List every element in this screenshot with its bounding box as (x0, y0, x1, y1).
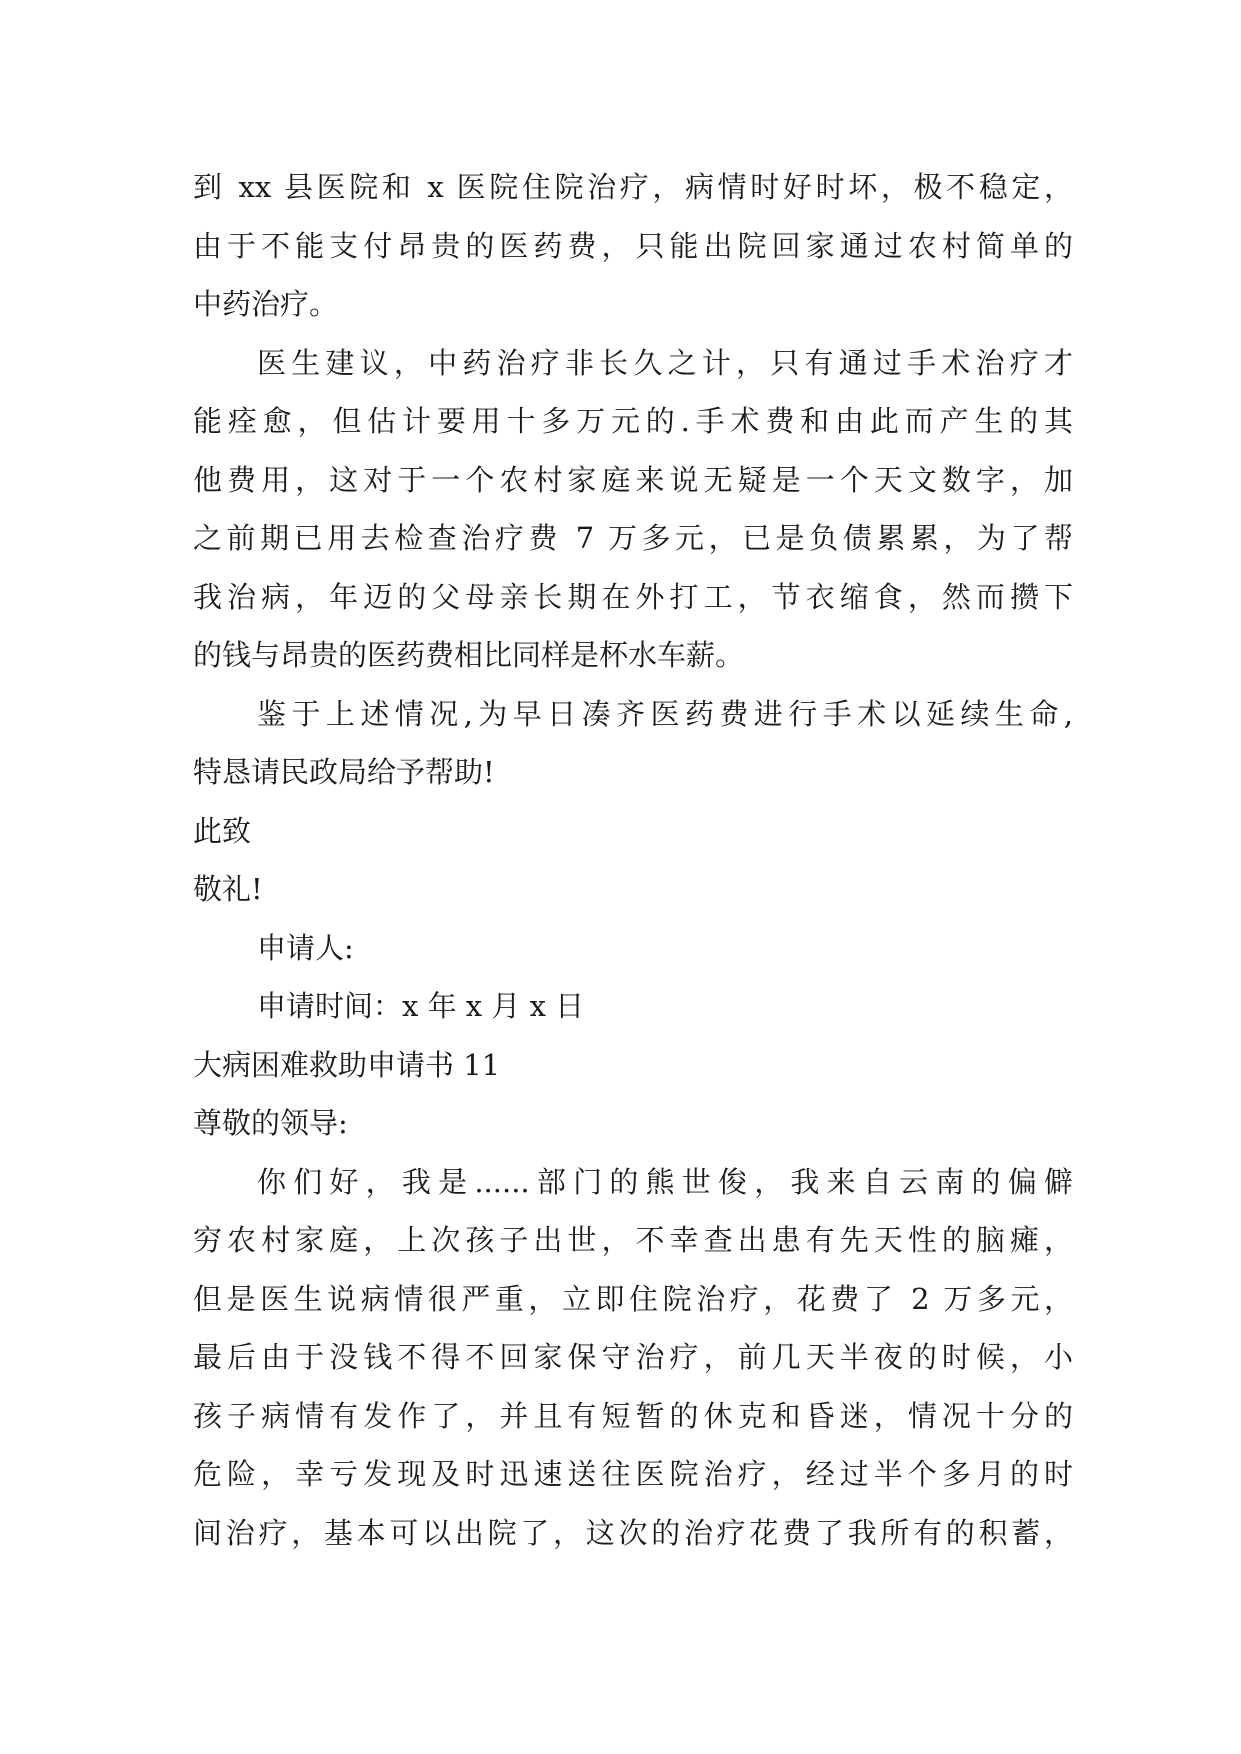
text-line: 由于不能支付昂贵的医药费，只能出院回家通过农村简单的 (193, 228, 1073, 263)
text-line: 最后由于没钱不得不回家保守治疗，前几天半夜的时候，小 (193, 1340, 1073, 1374)
text-line: 中药治疗。 (193, 287, 339, 321)
text-line: 你们好，我是......部门的熊世俊，我来自云南的偏僻 (257, 1164, 1073, 1199)
text-line: 孩子病情有发作了，并且有短暂的休克和昏迷，情况十分的 (193, 1398, 1073, 1433)
text-line: 到 xx 县医院和 x 医院住院治疗，病情时好时坏，极不稳定， (193, 170, 1073, 204)
text-line: 之前期已用去检查治疗费 7 万多元，已是负债累累，为了帮 (193, 521, 1073, 555)
text-line: 尊敬的领导: (193, 1106, 348, 1140)
text-line: 大病困难救助申请书 11 (193, 1047, 501, 1082)
text-line: 鉴于上述情况,为早日凑齐医药费进行手术以延续生命, (257, 696, 1073, 731)
text-line: 我治病，年迈的父母亲长期在外打工，节衣缩食，然而攒下 (193, 579, 1073, 614)
text-line: 能痊愈，但估计要用十多万元的.手术费和由此而产生的其 (193, 404, 1073, 438)
text-line: 但是医生说病情很严重，立即住院治疗，花费了 2 万多元， (193, 1281, 1073, 1316)
text-line: 申请时间：x 年 x 月 x 日 (257, 989, 585, 1023)
text-line: 穷农村家庭，上次孩子出世，不幸查出患有先天性的脑瘫， (193, 1223, 1073, 1257)
text-line: 此致 (193, 813, 252, 848)
text-line: 的钱与昂贵的医药费相比同样是杯水车薪。 (193, 638, 745, 672)
text-line: 间治疗，基本可以出院了，这次的治疗花费了我所有的积蓄， (193, 1515, 1073, 1550)
text-line: 医生建议，中药治疗非长久之计，只有通过手术治疗才 (257, 345, 1073, 380)
text-line: 敬礼! (193, 872, 263, 906)
document-body (193, 158, 1073, 1562)
text-line: 危险，幸亏发现及时迅速送往医院治疗，经过半个多月的时 (193, 1457, 1073, 1491)
text-line: 他费用，这对于一个农村家庭来说无疑是一个天文数字，加 (193, 462, 1073, 497)
text-line: 特恳请民政局给予帮助! (193, 755, 495, 789)
text-line: 申请人: (257, 930, 354, 965)
